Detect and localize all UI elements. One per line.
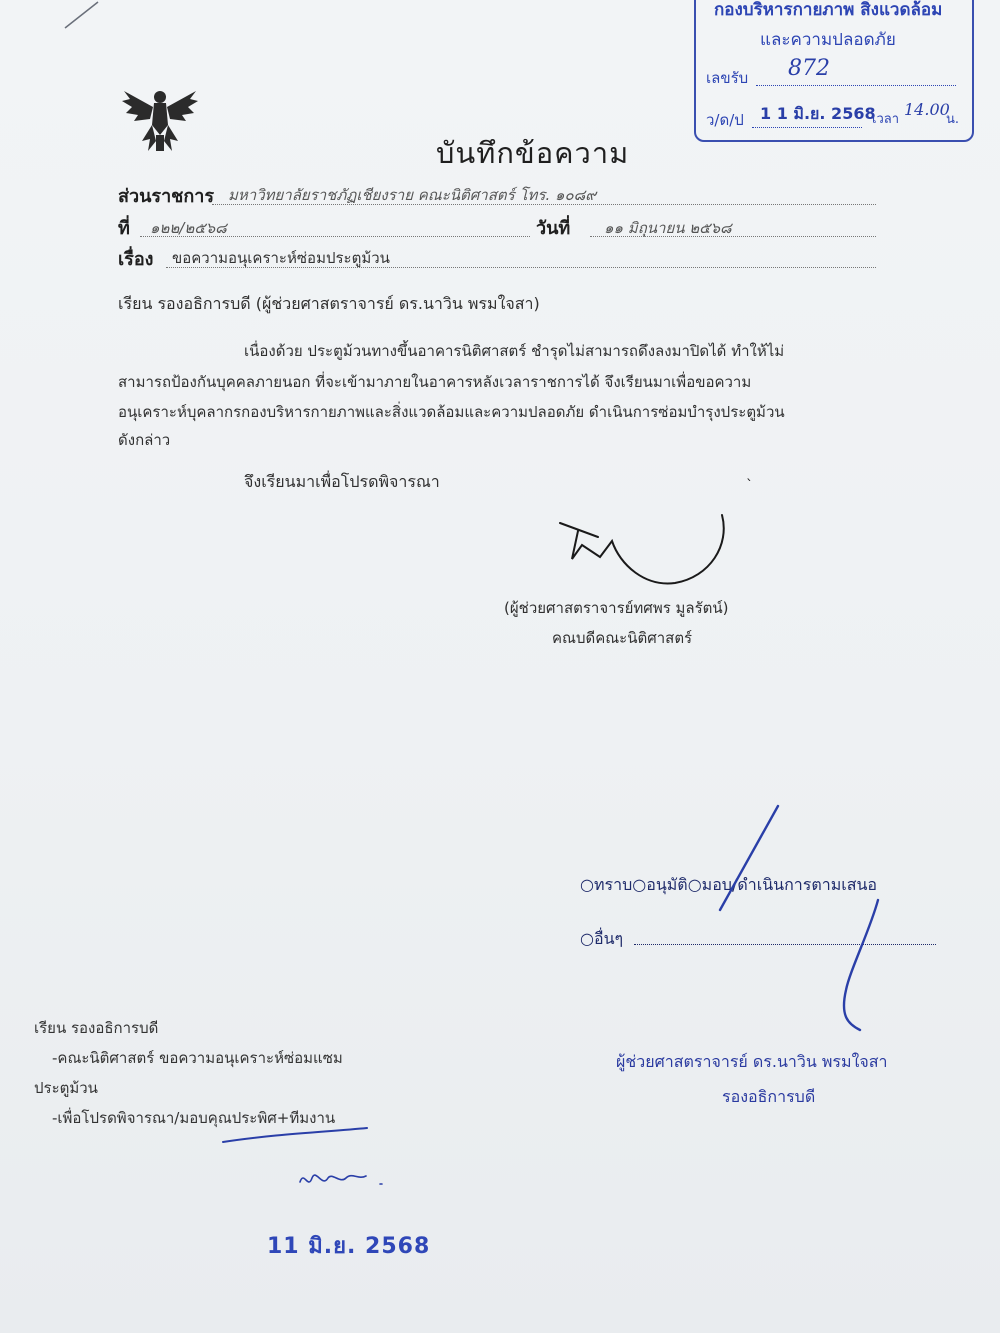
approval-options: ○ทราบ○อนุมัติ○มอบ/ดำเนินการตามเสนอ — [580, 875, 878, 894]
stamp-receipt-number: 872 — [788, 56, 830, 81]
approval-other: ○อื่นๆ — [580, 929, 624, 948]
date-label: วันที่ — [536, 218, 571, 239]
stamp-time-value: 14.00 — [904, 100, 950, 119]
minute-underline — [215, 1122, 375, 1152]
stamp-time-label: เวลา — [872, 112, 900, 127]
subject-label: เรื่อง — [118, 249, 154, 270]
reference-value: ๑๒๒/๒๕๖๘ — [150, 219, 227, 237]
stamp-receipt-label: เลขรับ — [706, 69, 749, 87]
body-line-1: เนื่องด้วย ประตูม้วนทางขึ้นอาคารนิติศาสตร์ ชำรุดไม่สามารถดึงลงมาปิดได้ ทำให้ไม่ — [244, 342, 785, 360]
body-line-2: สามารถป้องกันบุคคลภายนอก ที่จะเข้ามาภายในอาคารหลังเวลาราชการได้ จึงเรียนมาเพื่อขอความ — [118, 373, 752, 391]
tick-mark: ˋ — [746, 478, 753, 494]
department-label: ส่วนราชการ — [118, 186, 215, 207]
department-value: มหาวิทยาลัยราชภัฏเชียงราย คณะนิติศาสตร์ โทร. ๑๐๘๙ — [228, 186, 597, 204]
approver-name: ผู้ช่วยศาสตราจารย์ ดร.นาวิน พรมใจสา — [616, 1052, 888, 1071]
minute-line-3: ประตูม้วน — [34, 1079, 98, 1097]
received-date-stamp: 11 มิ.ย. 2568 — [267, 1234, 431, 1259]
approval-check-mark — [700, 800, 900, 1040]
garuda-emblem-icon — [120, 85, 200, 157]
reference-label: ที่ — [118, 218, 130, 239]
memo-title: บันทึกข้อความ — [436, 136, 630, 170]
stamp-receipt-dots — [756, 84, 956, 86]
pen-mark — [60, 0, 110, 30]
minute-line-1: เรียน รองอธิการบดี — [34, 1019, 159, 1037]
dean-name: (ผู้ช่วยศาสตราจารย์ทศพร มูลรัตน์) — [504, 599, 729, 617]
salutation: เรียน รองอธิการบดี (ผู้ช่วยศาสตราจารย์ ดร.นาวิน พรมใจสา) — [118, 294, 540, 313]
minute-line-2: -คณะนิติศาสตร์ ขอความอนุเคราะห์ซ่อมแซม — [52, 1049, 343, 1067]
body-line-4: ดังกล่าว — [118, 431, 171, 449]
receiving-stamp — [694, 0, 974, 142]
stamp-date-value: 1 1 มิ.ย. 2568 — [760, 104, 876, 123]
closing-line: จึงเรียนมาเพื่อโปรดพิจารณา — [244, 472, 440, 491]
stamp-time-unit: น. — [946, 112, 960, 127]
minute-line-4: -เพื่อโปรดพิจารณา/มอบคุณประพิศ+ทีมงาน — [52, 1109, 336, 1127]
minute-signature — [296, 1164, 386, 1194]
stamp-line1: กองบริหารกายภาพ สิ่งแวดล้อม — [714, 0, 943, 20]
subject-value: ขอความอนุเคราะห์ซ่อมประตูม้วน — [172, 249, 390, 267]
stamp-line2: และความปลอดภัย — [760, 30, 896, 50]
approver-position: รองอธิการบดี — [722, 1087, 816, 1106]
stamp-date-label: ว/ด/ป — [706, 111, 744, 129]
body-line-3: อนุเคราะห์บุคลากรกองบริหารกายภาพและสิ่งแวดล้อมและความปลอดภัย ดำเนินการซ่อมบำรุงประตูม้วน — [118, 403, 785, 421]
date-value: ๑๑ มิถุนายน ๒๕๖๘ — [604, 219, 732, 237]
dean-signature — [550, 505, 750, 590]
dean-position: คณบดีคณะนิติศาสตร์ — [552, 629, 693, 647]
